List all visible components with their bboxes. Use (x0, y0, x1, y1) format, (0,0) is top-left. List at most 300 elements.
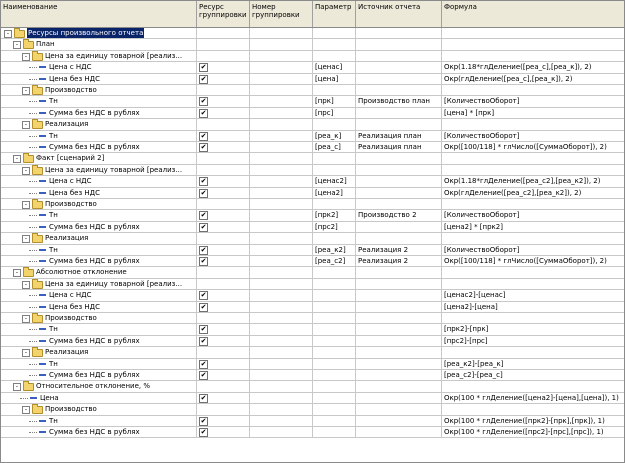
table-row[interactable] (1, 324, 624, 335)
table-row[interactable] (1, 347, 624, 358)
formula-cell[interactable] (442, 51, 624, 61)
group-number-cell[interactable] (250, 108, 313, 118)
parameter-cell[interactable] (313, 28, 356, 38)
group-resource-checkbox[interactable]: ✔ (200, 131, 207, 140)
source-cell[interactable] (356, 359, 442, 369)
name-cell (1, 233, 197, 243)
formula-cell[interactable]: [КоличествоОборот] (444, 131, 520, 140)
collapse-toggle-icon[interactable]: - (22, 349, 30, 357)
tree-line (29, 341, 37, 342)
name-cell (1, 210, 197, 220)
group-resource-cell (197, 85, 250, 95)
table-row[interactable] (1, 245, 624, 256)
table-row[interactable] (1, 416, 624, 427)
formula-cell[interactable]: [КоличествоОборот] (444, 245, 520, 254)
parameter-cell[interactable] (313, 427, 356, 437)
source-cell[interactable]: Реализация план (356, 131, 442, 141)
resource-name[interactable]: Реализация (45, 348, 89, 357)
table-row[interactable] (1, 359, 624, 370)
formula-cell[interactable]: Окр(100 * глДеление([прк2]-[прк],[прк]), 1) (444, 416, 605, 425)
table-row[interactable] (1, 404, 624, 415)
folder-icon (23, 383, 34, 391)
source-cell[interactable] (356, 393, 442, 403)
table-row[interactable] (1, 96, 624, 107)
group-number-cell[interactable] (250, 142, 313, 152)
resource-name[interactable]: Производство (45, 314, 97, 322)
parameter-cell[interactable] (313, 370, 356, 380)
formula-cell[interactable]: [реа_к2]-[реа_к] (444, 359, 504, 368)
formula-cell[interactable] (442, 39, 624, 49)
group-number-cell[interactable] (250, 370, 313, 380)
source-cell[interactable]: Реализация план (356, 142, 442, 152)
group-number-cell[interactable] (250, 324, 313, 334)
resource-name[interactable]: Сумма без НДС в рублях (49, 108, 140, 117)
parameter-cell[interactable]: [цена] (313, 74, 356, 84)
group-resource-checkbox[interactable]: ✔ (200, 336, 207, 345)
parameter-cell[interactable]: [прс] (313, 108, 356, 118)
group-resource-checkbox[interactable]: ✔ (200, 325, 207, 334)
parameter-cell[interactable] (313, 393, 356, 403)
formula-cell[interactable] (442, 267, 624, 277)
parameter-cell[interactable] (313, 85, 356, 95)
name-cell (1, 404, 197, 414)
resource-name[interactable]: Реализация (45, 234, 89, 243)
group-resource-cell (197, 108, 250, 118)
name-cell (1, 188, 197, 198)
parameter-cell[interactable]: [ценас2] (313, 176, 356, 186)
resource-name[interactable]: Производство (45, 86, 97, 94)
parameter-cell[interactable] (313, 381, 356, 391)
group-resource-checkbox[interactable]: ✔ (200, 63, 207, 72)
formula-cell[interactable] (442, 404, 624, 414)
formula-cell[interactable]: [цена2] * [прк2] (444, 222, 503, 231)
name-cell (1, 51, 197, 61)
resource-name[interactable]: Цена за единицу товарной [реализ... (45, 279, 183, 288)
group-number-cell[interactable] (250, 51, 313, 61)
formula-cell[interactable]: Окр(глДеление([реа_с],[реа_к]), 2) (444, 74, 573, 83)
source-cell[interactable] (356, 153, 442, 163)
parameter-cell[interactable]: [реа_с2] (313, 256, 356, 266)
group-number-cell[interactable] (250, 256, 313, 266)
table-row[interactable] (1, 381, 624, 392)
collapse-toggle-icon[interactable]: - (22, 201, 30, 209)
group-resource-cell (197, 119, 250, 129)
parameter-cell[interactable] (313, 336, 356, 346)
table-row[interactable] (1, 256, 624, 267)
resource-name[interactable]: Сумма без НДС в рублях (49, 371, 140, 379)
group-resource-checkbox[interactable]: ✔ (200, 302, 207, 311)
formula-cell[interactable] (442, 119, 624, 129)
formula-cell[interactable] (442, 381, 624, 391)
source-cell[interactable] (356, 62, 442, 72)
group-resource-cell (197, 302, 250, 312)
source-cell[interactable] (356, 347, 442, 357)
parameter-cell[interactable] (313, 313, 356, 323)
resource-name[interactable]: Производство (45, 405, 97, 414)
name-cell (1, 222, 197, 232)
source-cell[interactable]: Производство 2 (356, 210, 442, 220)
tree-line (29, 193, 37, 194)
source-cell[interactable] (356, 370, 442, 380)
table-row[interactable] (1, 85, 624, 96)
collapse-toggle-icon[interactable]: - (22, 53, 30, 61)
table-row[interactable] (1, 28, 624, 39)
source-cell[interactable] (356, 381, 442, 391)
name-cell (1, 131, 197, 141)
resource-name[interactable]: Цена без НДС (49, 188, 101, 197)
group-resource-checkbox[interactable]: ✔ (200, 74, 207, 83)
parameter-cell[interactable] (313, 359, 356, 369)
group-number-cell[interactable] (250, 199, 313, 209)
source-cell[interactable]: Реализация 2 (356, 256, 442, 266)
resource-name[interactable]: Сумма без НДС в рублях (49, 428, 140, 436)
group-number-cell[interactable] (250, 96, 313, 106)
group-resource-cell (197, 370, 250, 380)
table-row[interactable] (1, 267, 624, 278)
header-parameter[interactable]: Параметр (313, 1, 356, 27)
source-cell[interactable] (356, 28, 442, 38)
collapse-toggle-icon[interactable]: - (22, 315, 30, 323)
resource-name[interactable]: Ресурсы произвольного отчета (28, 29, 144, 37)
formula-cell[interactable] (442, 199, 624, 209)
resource-name[interactable]: Тн (49, 211, 58, 220)
table-row[interactable] (1, 210, 624, 221)
group-number-cell[interactable] (250, 359, 313, 369)
resource-name[interactable]: Цена за единицу товарной [реализ... (45, 165, 183, 174)
resource-name[interactable]: Факт [сценарий 2] (36, 154, 105, 163)
formula-cell[interactable]: [прк2]-[прк] (444, 325, 489, 334)
formula-cell[interactable]: [ценас2]-[ценас] (444, 291, 506, 300)
tree-line (29, 432, 37, 433)
parameter-cell[interactable] (313, 199, 356, 209)
parameter-cell[interactable]: [реа_с] (313, 142, 356, 152)
formula-cell[interactable]: [реа_с2]-[реа_с] (444, 371, 503, 379)
group-resource-checkbox[interactable]: ✔ (200, 177, 207, 186)
resource-icon (39, 214, 46, 216)
tree-line (29, 79, 37, 80)
parameter-cell[interactable] (313, 302, 356, 312)
table-row[interactable] (1, 108, 624, 119)
resource-name[interactable]: Цена с НДС (49, 291, 92, 300)
group-resource-checkbox[interactable]: ✔ (200, 359, 207, 368)
resource-name[interactable]: Цена с НДС (49, 63, 92, 72)
table-row[interactable] (1, 131, 624, 142)
group-number-cell[interactable] (250, 427, 313, 437)
source-cell[interactable] (356, 404, 442, 414)
formula-cell[interactable] (442, 279, 624, 289)
resource-icon (39, 431, 46, 433)
group-resource-cell (197, 267, 250, 277)
resource-name[interactable]: Тн (49, 131, 58, 140)
group-resource-checkbox[interactable]: ✔ (200, 211, 207, 220)
parameter-cell[interactable]: [реа_к2] (313, 245, 356, 255)
name-cell (1, 416, 197, 426)
source-cell[interactable] (356, 165, 442, 175)
table-row[interactable] (1, 222, 624, 233)
parameter-cell[interactable] (313, 233, 356, 243)
parameter-cell[interactable] (313, 153, 356, 163)
resource-name[interactable]: Тн (49, 325, 58, 334)
parameter-cell[interactable]: [прк] (313, 96, 356, 106)
formula-cell[interactable]: [цена] * [прк] (444, 108, 495, 117)
parameter-cell[interactable] (313, 165, 356, 175)
formula-cell[interactable] (442, 85, 624, 95)
source-cell[interactable] (356, 176, 442, 186)
source-cell[interactable] (356, 199, 442, 209)
header-name[interactable]: Наименование (1, 1, 197, 27)
source-cell[interactable] (356, 233, 442, 243)
formula-cell[interactable]: Окр(1.18*глДеление([реа_с2],[реа_к2]), 2) (444, 177, 601, 186)
group-number-cell[interactable] (250, 404, 313, 414)
group-resource-checkbox[interactable]: ✔ (200, 291, 207, 300)
group-number-cell[interactable] (250, 233, 313, 243)
group-resource-cell (197, 28, 250, 38)
group-number-cell[interactable] (250, 222, 313, 232)
group-number-cell[interactable] (250, 176, 313, 186)
parameter-cell[interactable] (313, 324, 356, 334)
group-resource-checkbox[interactable]: ✔ (200, 371, 207, 379)
group-resource-checkbox[interactable]: ✔ (200, 393, 207, 402)
formula-cell[interactable]: Окр(глДеление([реа_с2],[реа_к2]), 2) (444, 188, 582, 197)
parameter-cell[interactable] (313, 416, 356, 426)
source-cell[interactable] (356, 427, 442, 437)
tree-line (29, 215, 37, 216)
formula-cell[interactable]: Окр(1.18*глДеление([реа_с],[реа_к]), 2) (444, 63, 592, 72)
table-row[interactable] (1, 51, 624, 62)
resource-name[interactable]: Реализация (45, 120, 89, 129)
resource-icon (39, 420, 46, 422)
parameter-cell[interactable]: [реа_к] (313, 131, 356, 141)
group-resource-cell (197, 245, 250, 255)
resource-name[interactable]: Цена без НДС (49, 302, 101, 311)
parameter-cell[interactable] (313, 404, 356, 414)
collapse-toggle-icon[interactable]: - (22, 235, 30, 243)
source-cell[interactable] (356, 279, 442, 289)
table-row[interactable] (1, 199, 624, 210)
group-resource-cell (197, 51, 250, 61)
table-row[interactable] (1, 165, 624, 176)
group-number-cell[interactable] (250, 119, 313, 129)
table-row[interactable] (1, 39, 624, 50)
tree-line (29, 227, 37, 228)
collapse-toggle-icon[interactable]: - (22, 406, 30, 414)
formula-cell[interactable]: Окр([100/118] * глЧисло([СуммаОборот]), 2) (444, 143, 607, 151)
formula-cell[interactable] (442, 313, 624, 323)
source-cell[interactable] (356, 267, 442, 277)
group-resource-checkbox[interactable]: ✔ (200, 143, 207, 151)
group-number-cell[interactable] (250, 336, 313, 346)
resource-name[interactable]: Сумма без НДС в рублях (49, 143, 140, 151)
resource-name[interactable]: Цена за единицу товарной [реализ... (45, 51, 183, 60)
source-cell[interactable]: Реализация 2 (356, 245, 442, 255)
source-cell[interactable] (356, 39, 442, 49)
parameter-cell[interactable] (313, 290, 356, 300)
source-cell[interactable] (356, 119, 442, 129)
group-number-cell[interactable] (250, 302, 313, 312)
collapse-toggle-icon[interactable]: - (4, 30, 12, 38)
group-number-cell[interactable] (250, 313, 313, 323)
name-cell (1, 108, 197, 118)
table-row[interactable] (1, 142, 624, 153)
collapse-toggle-icon[interactable]: - (13, 269, 21, 277)
group-number-cell[interactable] (250, 393, 313, 403)
formula-cell[interactable]: [КоличествоОборот] (444, 211, 520, 220)
source-cell[interactable]: Производство план (356, 96, 442, 106)
group-number-cell[interactable] (250, 416, 313, 426)
collapse-toggle-icon[interactable]: - (22, 167, 30, 175)
formula-cell[interactable] (442, 153, 624, 163)
folder-icon (32, 121, 43, 129)
parameter-cell[interactable] (313, 267, 356, 277)
formula-cell[interactable]: Окр(100 * глДеление([прс2]-[прс],[прс]), 1) (444, 428, 604, 436)
source-cell[interactable] (356, 324, 442, 334)
parameter-cell[interactable] (313, 119, 356, 129)
source-cell[interactable] (356, 74, 442, 84)
resource-name[interactable]: Производство (45, 200, 97, 208)
resource-name[interactable]: Сумма без НДС в рублях (49, 336, 140, 345)
resource-name[interactable]: Тн (49, 97, 58, 106)
group-number-cell[interactable] (250, 39, 313, 49)
name-cell (1, 142, 197, 152)
table-row[interactable] (1, 153, 624, 164)
group-number-cell[interactable] (250, 131, 313, 141)
group-number-cell[interactable] (250, 347, 313, 357)
group-number-cell[interactable] (250, 85, 313, 95)
table-row[interactable] (1, 62, 624, 73)
parameter-cell[interactable] (313, 347, 356, 357)
resource-icon (39, 112, 46, 114)
parameter-cell[interactable]: [прс2] (313, 222, 356, 232)
resource-name[interactable]: Сумма без НДС в рублях (49, 257, 140, 265)
group-resource-cell (197, 381, 250, 391)
table-row[interactable] (1, 427, 624, 438)
group-resource-cell (197, 290, 250, 300)
parameter-cell[interactable] (313, 279, 356, 289)
formula-cell[interactable]: Окр([100/118] * глЧисло([СуммаОборот]), 2) (444, 257, 607, 265)
collapse-toggle-icon[interactable]: - (22, 281, 30, 289)
source-cell[interactable] (356, 222, 442, 232)
folder-icon (23, 41, 34, 49)
table-row[interactable] (1, 188, 624, 199)
group-resource-cell (197, 233, 250, 243)
formula-cell[interactable] (442, 28, 624, 38)
group-number-cell[interactable] (250, 165, 313, 175)
parameter-cell[interactable]: [цена2] (313, 188, 356, 198)
group-number-cell[interactable] (250, 279, 313, 289)
resource-name[interactable]: Цена с НДС (49, 177, 92, 186)
header-group-resource[interactable]: Ресурс группировки (197, 1, 250, 27)
group-number-cell[interactable] (250, 290, 313, 300)
group-number-cell[interactable] (250, 210, 313, 220)
source-cell[interactable] (356, 313, 442, 323)
table-row[interactable] (1, 370, 624, 381)
group-number-cell[interactable] (250, 153, 313, 163)
resource-name[interactable]: Тн (49, 245, 58, 254)
source-cell[interactable] (356, 336, 442, 346)
resource-name[interactable]: План (36, 40, 55, 49)
formula-cell[interactable] (442, 165, 624, 175)
collapse-toggle-icon[interactable]: - (13, 383, 21, 391)
table-row[interactable] (1, 74, 624, 85)
resource-name[interactable]: Тн (49, 416, 58, 425)
group-number-cell[interactable] (250, 245, 313, 255)
group-number-cell[interactable] (250, 28, 313, 38)
source-cell[interactable] (356, 416, 442, 426)
resource-icon (39, 180, 46, 182)
group-resource-cell (197, 222, 250, 232)
resource-name[interactable]: Относительное отклонение, % (36, 382, 150, 391)
table-row[interactable] (1, 313, 624, 324)
formula-cell[interactable]: Окр(100 * глДеление([цена2]-[цена],[цена]), 1) (444, 393, 619, 402)
parameter-cell[interactable]: [ценас] (313, 62, 356, 72)
resource-name[interactable]: Цена без НДС (49, 74, 101, 83)
collapse-toggle-icon[interactable]: - (13, 41, 21, 49)
source-cell[interactable] (356, 290, 442, 300)
source-cell[interactable] (356, 85, 442, 95)
name-cell (1, 381, 197, 391)
group-resource-cell (197, 347, 250, 357)
group-number-cell[interactable] (250, 381, 313, 391)
table-row[interactable] (1, 393, 624, 404)
group-resource-checkbox[interactable]: ✔ (200, 245, 207, 254)
resource-name[interactable]: Сумма без НДС в рублях (49, 222, 140, 231)
source-cell[interactable] (356, 188, 442, 198)
formula-cell[interactable]: [цена2]-[цена] (444, 302, 498, 311)
header-formula[interactable]: Формула (444, 3, 477, 11)
resource-name[interactable]: Абсолютное отклонение (36, 268, 127, 277)
table-row[interactable] (1, 176, 624, 187)
group-resource-checkbox[interactable]: ✔ (200, 416, 207, 425)
group-resource-checkbox[interactable]: ✔ (200, 188, 207, 197)
parameter-cell[interactable] (313, 51, 356, 61)
header-group-number[interactable]: Номер группировки (250, 1, 313, 27)
table-row[interactable] (1, 290, 624, 301)
table-row[interactable] (1, 336, 624, 347)
resource-name[interactable]: Цена (40, 393, 59, 402)
formula-cell[interactable]: [КоличествоОборот] (444, 97, 520, 106)
parameter-cell[interactable]: [прк2] (313, 210, 356, 220)
group-number-cell[interactable] (250, 74, 313, 84)
table-row[interactable] (1, 279, 624, 290)
group-resource-checkbox[interactable]: ✔ (200, 222, 207, 231)
header-source[interactable]: Источник отчета (356, 1, 442, 27)
source-cell[interactable] (356, 51, 442, 61)
name-cell (1, 85, 197, 95)
collapse-toggle-icon[interactable]: - (13, 155, 21, 163)
group-resource-checkbox[interactable]: ✔ (200, 428, 207, 436)
table-row[interactable] (1, 302, 624, 313)
group-number-cell[interactable] (250, 267, 313, 277)
name-cell (1, 28, 197, 38)
formula-cell[interactable] (442, 233, 624, 243)
table-row[interactable] (1, 119, 624, 130)
resource-name[interactable]: Тн (49, 359, 58, 368)
source-cell[interactable] (356, 302, 442, 312)
group-resource-checkbox[interactable]: ✔ (200, 257, 207, 265)
collapse-toggle-icon[interactable]: - (22, 87, 30, 95)
formula-cell[interactable] (442, 347, 624, 357)
group-resource-checkbox[interactable]: ✔ (200, 97, 207, 106)
parameter-cell[interactable] (313, 39, 356, 49)
collapse-toggle-icon[interactable]: - (22, 121, 30, 129)
group-resource-checkbox[interactable]: ✔ (200, 108, 207, 117)
group-number-cell[interactable] (250, 62, 313, 72)
formula-cell[interactable]: [прс2]-[прс] (444, 336, 488, 345)
group-number-cell[interactable] (250, 188, 313, 198)
source-cell[interactable] (356, 108, 442, 118)
table-row[interactable] (1, 233, 624, 244)
tree-line (29, 307, 37, 308)
